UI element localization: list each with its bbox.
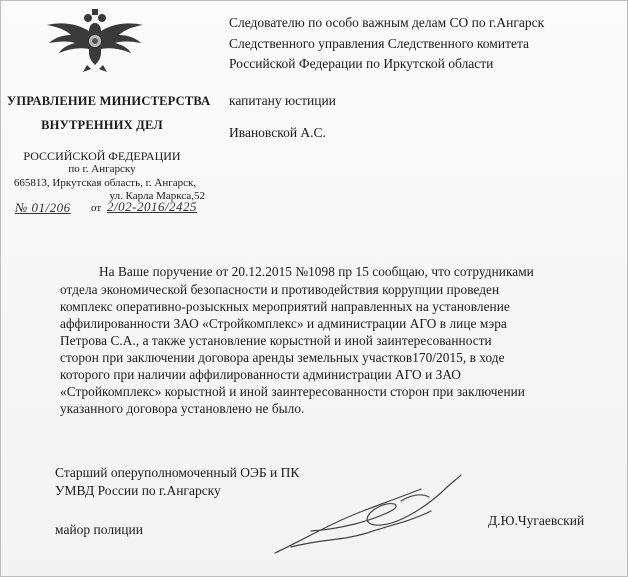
- body-line8: «Стройкомплекс» корыстной и иной заинтересованности сторон при заключении: [60, 384, 525, 399]
- org-address-line2: ул. Карла Маркса,52: [109, 190, 205, 202]
- double-headed-eagle-emblem-icon: [45, 9, 145, 73]
- addressee-line1: Следователю по особо важным делам СО по г.Ангарск: [229, 15, 545, 30]
- body-line4: аффилированности ЗАО «Стройкомплекс» и администрации АГО в лице мэра: [60, 316, 507, 331]
- addressee-line2: Следственного управления Следственного комитета: [229, 36, 530, 51]
- handwritten-signature: [271, 471, 471, 561]
- body-line7: которого при наличии аффилированности администрации АГО и ЗАО: [60, 367, 461, 382]
- registration-number: № 01/206: [15, 200, 71, 215]
- body-line3: комплекс оперативно-розыскных мероприятий направленных на установление: [60, 299, 510, 314]
- org-name-line3: РОССИЙСКОЙ ФЕДЕРАЦИИ: [23, 149, 181, 163]
- body-line5: Петрова С.А., а также установление корыстной и иной заинтересованности: [60, 333, 492, 348]
- body-line1: На Ваше поручение от 20.12.2015 №1098 пр 15 сообщаю, что сотрудниками: [99, 264, 534, 279]
- body-line6: сторон при заключении договора аренды земельных участков170/2015, в ходе: [60, 350, 505, 365]
- addressee-line3: Российской Федерации по Иркутской области: [229, 56, 494, 71]
- org-name-line1: УПРАВЛЕНИЕ МИНИСТЕРСТВА: [7, 94, 211, 108]
- signatory-department: УМВД России по г.Ангарску: [55, 483, 221, 498]
- org-name-line4: по г. Ангарску: [68, 163, 136, 175]
- signatory-title: Старший оперуполномоченный ОЭБ и ПК: [55, 465, 300, 480]
- registration-date: 2/02-2016/2425: [107, 199, 198, 214]
- signatory-rank: майор полиции: [55, 522, 143, 537]
- body-line9: указанного договора установлено не было.: [60, 401, 305, 416]
- registration-ot-label: от: [91, 202, 102, 214]
- addressee-rank: капитану юстиции: [229, 93, 336, 108]
- org-address-line1: 665813, Иркутская область, г. Ангарск,: [13, 177, 197, 189]
- addressee-name: Ивановской А.С.: [229, 125, 326, 140]
- signatory-name: Д.Ю.Чугаевский: [488, 513, 585, 528]
- org-name-line2: ВНУТРЕННИХ ДЕЛ: [41, 118, 163, 132]
- body-line2: отдела экономической безопасности и противодействия коррупции проведен: [60, 282, 500, 297]
